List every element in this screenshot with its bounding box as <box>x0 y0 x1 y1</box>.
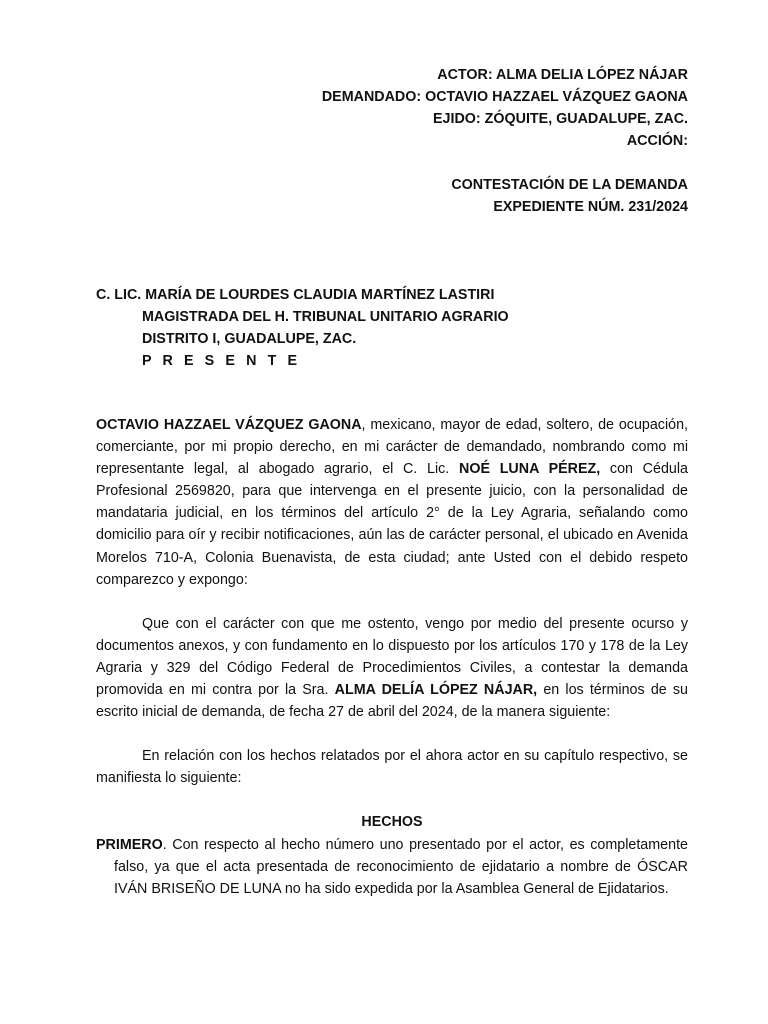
addressee-district: DISTRITO I, GUADALUPE, ZAC. <box>142 331 357 347</box>
actor-line: ACTOR: ALMA DELIA LÓPEZ NÁJAR <box>437 67 688 83</box>
addressee-block <box>96 284 509 372</box>
demandado-line: DEMANDADO: OCTAVIO HAZZAEL VÁZQUEZ GAONA <box>321 89 688 105</box>
intro-text-2: con Cédula Profesional 2569820, para que intervenga en el presente juicio, con la personalidad de mandataria judicial, en los términos del artículo 2° de la Ley Agraria, señalando como domicilio para oír y recibir notificaciones, aún las de carácter personal, el ubicado en Avenida Morelos 710-A, Colonia Buenavista, de esta ciudad; ante Usted con el debido respeto comparezco y expongo: <box>96 461 688 588</box>
addressee-name: C. LIC. MARÍA DE LOURDES CLAUDIA MARTÍNEZ LASTIRI <box>96 287 495 303</box>
accion-line: ACCIÓN: <box>626 133 688 149</box>
lawyer-name: NOÉ LUNA PÉREZ, <box>459 461 601 478</box>
hechos-heading: HECHOS <box>361 814 423 831</box>
plaintiff-name: ALMA DELÍA LÓPEZ NÁJAR, <box>334 682 538 699</box>
response-text-2: en los términos de su escrito inicial de demanda, de fecha 27 de abril del 2024, de la manera siguiente: <box>96 682 688 721</box>
hecho-text: . Con respecto al hecho número uno presentado por el actor, es completamente falso, ya que el acta presentada de reconocimiento de ejidatario a nombre de ÓSCAR IVÁN BRISEÑO DE LUNA no ha sido expedida por la Asamblea General de Ejidatarios. <box>114 836 688 897</box>
intro-text-1: , mexicano, mayor de edad, soltero, de ocupación, comerciante, por mi propio derecho, en mi carácter de demandado, nombrando como mi representante legal, al abogado agrario, el C. Lic. <box>96 417 688 478</box>
expediente-line: EXPEDIENTE NÚM. 231/2024 <box>493 199 688 215</box>
hecho-primero <box>96 834 688 900</box>
contestacion-line: CONTESTACIÓN DE LA DEMANDA <box>451 177 688 193</box>
intro-paragraph <box>96 414 688 591</box>
header-spacer <box>322 152 688 174</box>
facts-intro-paragraph: En relación con los hechos relatados por el ahora actor en su capítulo respectivo, se manifiesta lo siguiente: <box>96 748 688 787</box>
hecho-label: PRIMERO <box>96 836 163 853</box>
presente-line: P R E S E N T E <box>142 353 301 369</box>
ejido-line: EJIDO: ZÓQUITE, GUADALUPE, ZAC. <box>433 111 688 127</box>
response-text-1: Que con el carácter con que me ostento, vengo por medio del presente ocurso y documentos anexos, y con fundamento en lo dispuesto por los artículos 170 y 178 de la Ley Agraria y 329 del Código Federal de Procedimientos Civiles, a contestar la demanda promovida en mi contra por la Sra. <box>96 615 688 699</box>
addressee-title: MAGISTRADA DEL H. TRIBUNAL UNITARIO AGRARIO <box>142 309 509 325</box>
case-header <box>322 64 688 218</box>
response-paragraph <box>96 613 688 723</box>
document-body <box>96 414 688 900</box>
defendant-name: OCTAVIO HAZZAEL VÁZQUEZ GAONA <box>96 417 362 433</box>
